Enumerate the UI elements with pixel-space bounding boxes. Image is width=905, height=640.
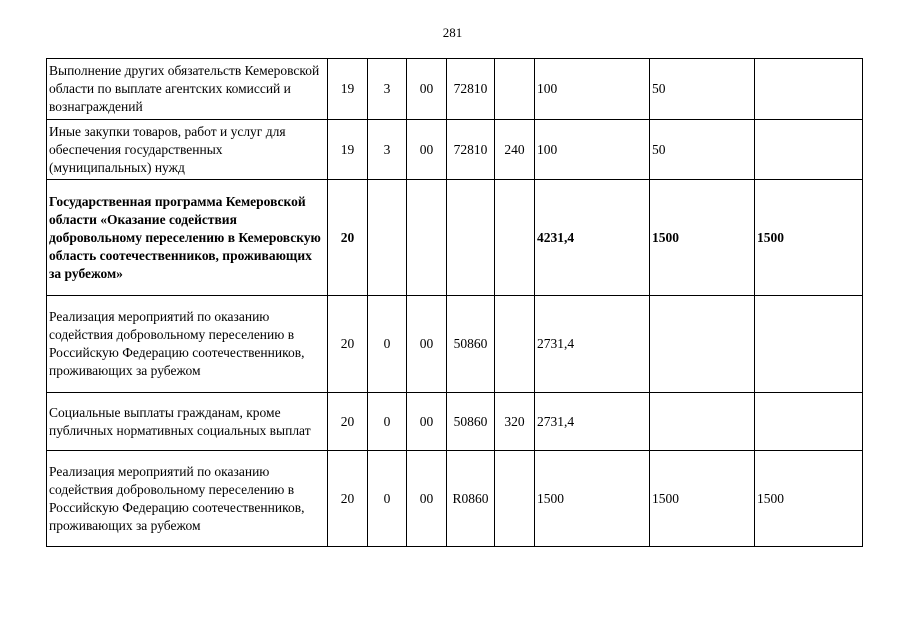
row-name: Социальные выплаты гражданам, кроме публичных нормативных социальных выплат [47, 393, 328, 451]
code-cell: 20 [328, 296, 368, 393]
code-cell [495, 59, 535, 120]
code-cell: 00 [407, 296, 447, 393]
code-cell: 0 [368, 393, 407, 451]
code-cell: 20 [328, 451, 368, 547]
value-cell [650, 393, 755, 451]
value-cell: 2731,4 [535, 393, 650, 451]
table-row [47, 180, 863, 296]
value-cell: 1500 [535, 451, 650, 547]
code-cell [368, 180, 407, 296]
code-cell: 3 [368, 59, 407, 120]
table-row [47, 393, 863, 451]
code-cell: R0860 [447, 451, 495, 547]
value-cell: 100 [535, 120, 650, 180]
value-cell [755, 59, 863, 120]
code-cell: 72810 [447, 59, 495, 120]
value-cell: 1500 [650, 451, 755, 547]
code-cell: 3 [368, 120, 407, 180]
row-name: Реализация мероприятий по оказанию содействия добровольному переселению в Российскую Федерацию соотечественников, проживающих за рубежом [47, 451, 328, 547]
value-cell: 1500 [650, 180, 755, 296]
code-cell: 19 [328, 120, 368, 180]
value-cell: 1500 [755, 451, 863, 547]
code-cell: 0 [368, 451, 407, 547]
code-cell: 00 [407, 451, 447, 547]
code-cell [495, 451, 535, 547]
table-row [47, 59, 863, 120]
value-cell [650, 296, 755, 393]
code-cell: 20 [328, 393, 368, 451]
budget-table [46, 58, 863, 547]
code-cell: 20 [328, 180, 368, 296]
code-cell [495, 180, 535, 296]
value-cell [755, 393, 863, 451]
code-cell [495, 296, 535, 393]
value-cell [755, 120, 863, 180]
table-row [47, 451, 863, 547]
code-cell: 00 [407, 59, 447, 120]
row-name: Выполнение других обязательств Кемеровской области по выплате агентских комиссий и вознаграждений [47, 59, 328, 120]
table-row [47, 120, 863, 180]
row-name: Реализация мероприятий по оказанию содействия добровольному переселению в Российскую Федерацию соотечественников, проживающих за рубежом [47, 296, 328, 393]
code-cell: 50860 [447, 393, 495, 451]
row-name: Иные закупки товаров, работ и услуг для обеспечения государственных (муниципальных) нужд [47, 120, 328, 180]
code-cell: 00 [407, 393, 447, 451]
value-cell: 1500 [755, 180, 863, 296]
code-cell: 0 [368, 296, 407, 393]
code-cell: 72810 [447, 120, 495, 180]
code-cell: 19 [328, 59, 368, 120]
code-cell: 50860 [447, 296, 495, 393]
code-cell: 320 [495, 393, 535, 451]
page-number: 281 [442, 25, 463, 40]
code-cell [407, 180, 447, 296]
value-cell: 4231,4 [535, 180, 650, 296]
code-cell: 00 [407, 120, 447, 180]
code-cell: 240 [495, 120, 535, 180]
value-cell: 50 [650, 120, 755, 180]
table-row [47, 296, 863, 393]
row-name: Государственная программа Кемеровской области «Оказание содействия добровольному переселению в Кемеровскую область соотечественников, проживающих за рубежом» [47, 180, 328, 296]
value-cell [755, 296, 863, 393]
value-cell: 50 [650, 59, 755, 120]
code-cell [447, 180, 495, 296]
value-cell: 100 [535, 59, 650, 120]
value-cell: 2731,4 [535, 296, 650, 393]
